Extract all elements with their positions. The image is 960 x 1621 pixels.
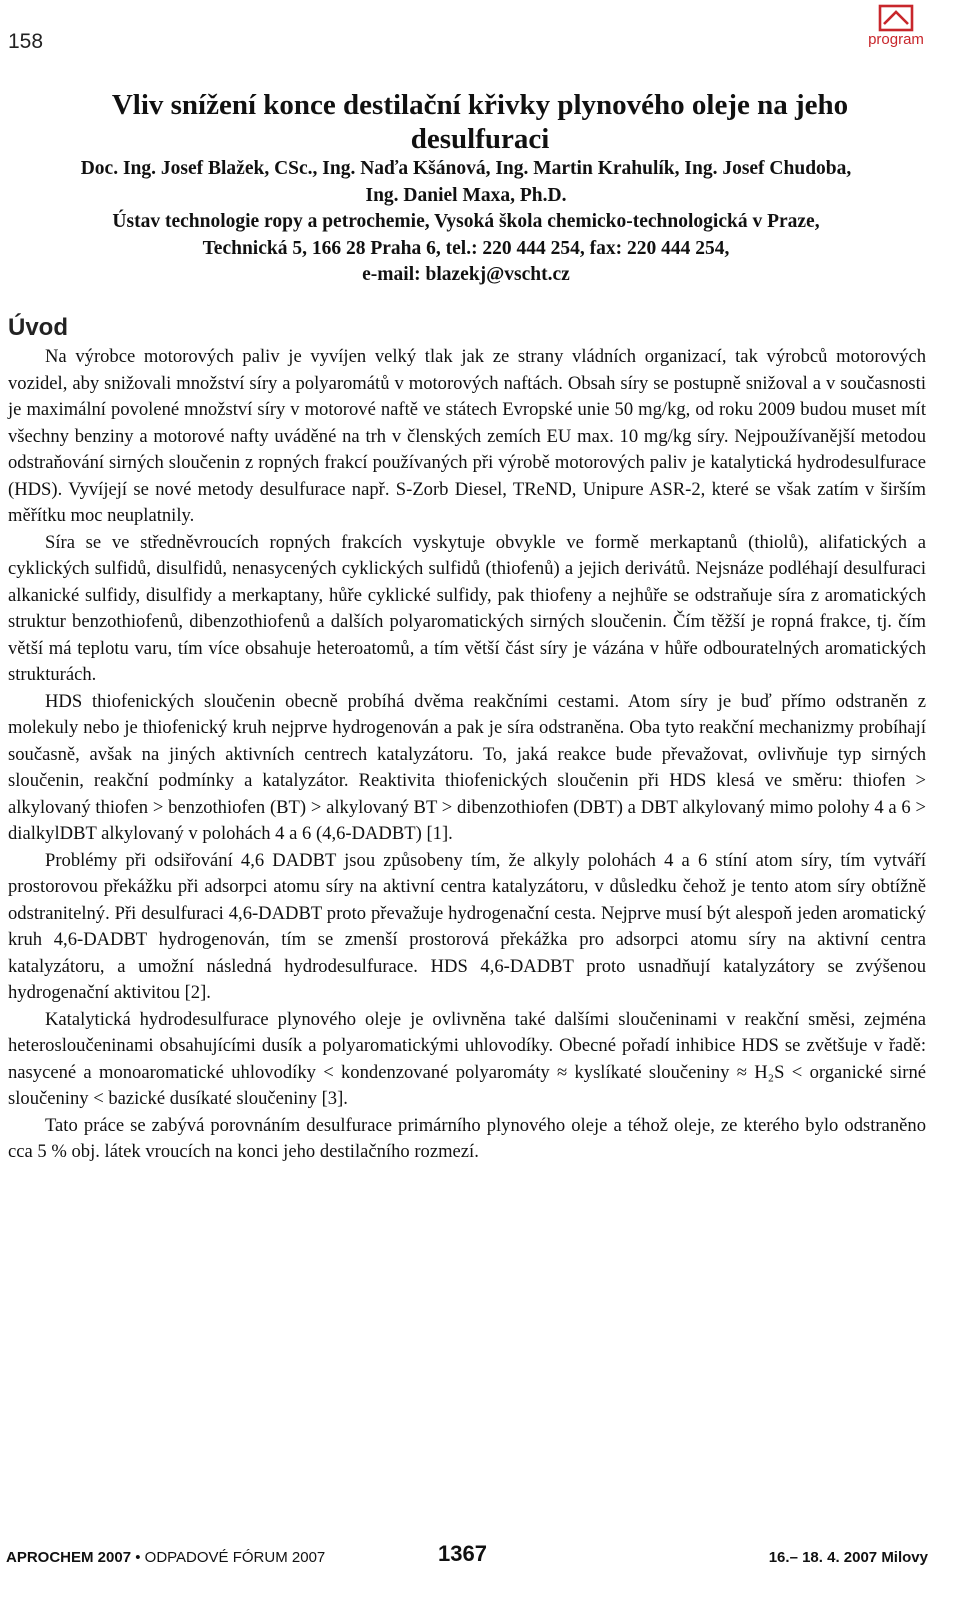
footer-bullet: •	[135, 1549, 141, 1566]
footer-forum-name: ODPADOVÉ FÓRUM 2007	[144, 1549, 326, 1566]
affiliation-line: Ústav technologie ropy a petrochemie, Vysoká škola chemicko-technologická v Praze,	[112, 211, 820, 232]
paper-title: Vliv snížení konce destilační křivky plynového oleje na jeho desulfuraci	[111, 89, 849, 155]
address-line: Technická 5, 166 28 Praha 6, tel.: 220 444 254, fax: 220 444 254,	[202, 237, 730, 259]
program-logo	[864, 4, 928, 48]
paragraph: Na výrobce motorových paliv je vyvíjen velký tlak jak ze strany vládních organizací, tak výrobců motorových vozidel, aby snižovali množství síry a polyaromátů v motorových naftách. Obsah síry se postupně snižoval a v současnosti je maximální povolené množství síry v motorové naftě ve státech Evropské unie 50 mg/kg, od roku 2009 budou muset mít všechny benziny a motorové nafty uváděné na trh v členských zemích EU max. 10 mg/kg síry. Nejpoužívanější metodou odstraňování sirných sloučenin z ropných frakcí používaných při výrobě motorových paliv je katalytická hydrodesulfurace (HDS). Vyvíjejí se nové metody desulfurace např. S-Zorb Diesel, TReND, Unipure ASR-2, které se však zatím v širším měřítku moc neuplatnily.	[8, 346, 926, 526]
paragraph: Katalytická hydrodesulfurace plynového oleje je ovlivněna také dalšími sloučeninami v reakční směsi, zejména heterosloučeninami obsahujícími dusík a polyaromatickými uhlovodíky. Obecné pořadí inhibice HDS se zvětšuje v řadě: nasycené a monoaromatické uhlovodíky < kondenzované polyaromáty ≈ kyslíkaté sloučeniny ≈ H₂S < organické sirné sloučeniny < bazické dusíkaté sloučeniny [3].	[8, 1008, 926, 1109]
footer-conference-name: APROCHEM 2007	[6, 1549, 132, 1566]
paragraph: Problémy při odsiřování 4,6 DADBT jsou způsobeny tím, že alkyly polohách 4 a 6 stíní atom síry, tím vytváří prostorovou překážku při adsorpci atomu síry na aktivní centra katalyzátoru, v důsledku čehož je tento atom síry obtížně odstranitelný. Při desulfuraci 4,6-DADBT proto převažuje hydrogenační cesta. Nejprve musí být alespoň jeden aromatický kruh 4,6-DADBT hydrogenován, tím se zmenší prostorová překážka pro adsorpci atomu síry na aktivní centra katalyzátoru, a umožní následná hydrodesulfurace. HDS 4,6-DADBT proto usnadňují katalyzátory se zvýšenou hydrogenační aktivitou [2].	[8, 849, 926, 1003]
page-footer	[6, 1541, 928, 1571]
footer-page-number: 1367	[438, 1541, 487, 1566]
program-logo-icon	[878, 4, 914, 32]
paragraph: HDS thiofenických sloučenin obecně probíhá dvěma reakčními cestami. Atom síry je buď přímo odstraněn z molekuly nebo je thiofenický kruh nejprve hydrogenován a pak je síra odstraněna. Oba tyto reakční mechanizmy probíhají současně, avšak na jiných aktivních centrech katalyzátoru. To, jaká reakce bude převažovat, ovlivňuje typ sirných sloučenin, reakční podmínky a katalyzátor. Reaktivita thiofenických sloučenin při HDS klesá ve směru: thiofen > alkylovaný thiofen > benzothiofen (BT) > alkylovaný BT > dibenzothiofen (DBT) a DBT alkylovaný mimo polohy 4 a 6 > dialkylDBT alkylovaný v polohách 4 a 6 (4,6-DADBT) [1].	[8, 690, 926, 844]
logo-text: program	[868, 31, 924, 48]
paragraph: Tato práce se zabývá porovnáním desulfurace primárního plynového oleje a téhož oleje, ze kterého bylo odstraněno cca 5 % obj. látek vroucích na konci jeho destilačního rozmezí.	[8, 1114, 926, 1162]
body-text	[8, 344, 926, 1166]
paragraph: Síra se ve středněvroucích ropných frakcích vyskytuje obvykle ve formě merkaptanů (thiolů), alifatických a cyklických sulfidů, disulfidů, nenasycených cyklických sulfidů (thiofenů) a jejich derivátů. Nejsnáze podléhají desulfuraci alkanické sulfidy, disulfidy a merkaptany, hůře cyklické sulfidy, pak thiofeny a nejhůře se odstraňuje síra z aromatických struktur benzothiofenů, dibenzothiofenů a dalších polyaromatických sirných sloučenin. Čím těžší je ropná frakce, tj. čím větší má teplotu varu, tím více obsahuje heteroatomů, a tím větší část síry je vázána v hůře odbouratelných aromatických strukturách.	[8, 531, 926, 685]
footer-conference	[6, 1549, 325, 1566]
page-number: 158	[8, 30, 44, 53]
email-line: e-mail: blazekj@vscht.cz	[362, 264, 570, 285]
footer-date-location: 16.– 18. 4. 2007 Milovy	[768, 1549, 928, 1566]
authors-line: Ing. Daniel Maxa, Ph.D.	[365, 184, 567, 206]
author-block	[8, 156, 924, 289]
section-heading: Úvod	[8, 314, 68, 341]
authors-line: Doc. Ing. Josef Blažek, CSc., Ing. Naďa Kšánová, Ing. Martin Krahulík, Ing. Josef Chudoba,	[80, 158, 852, 179]
